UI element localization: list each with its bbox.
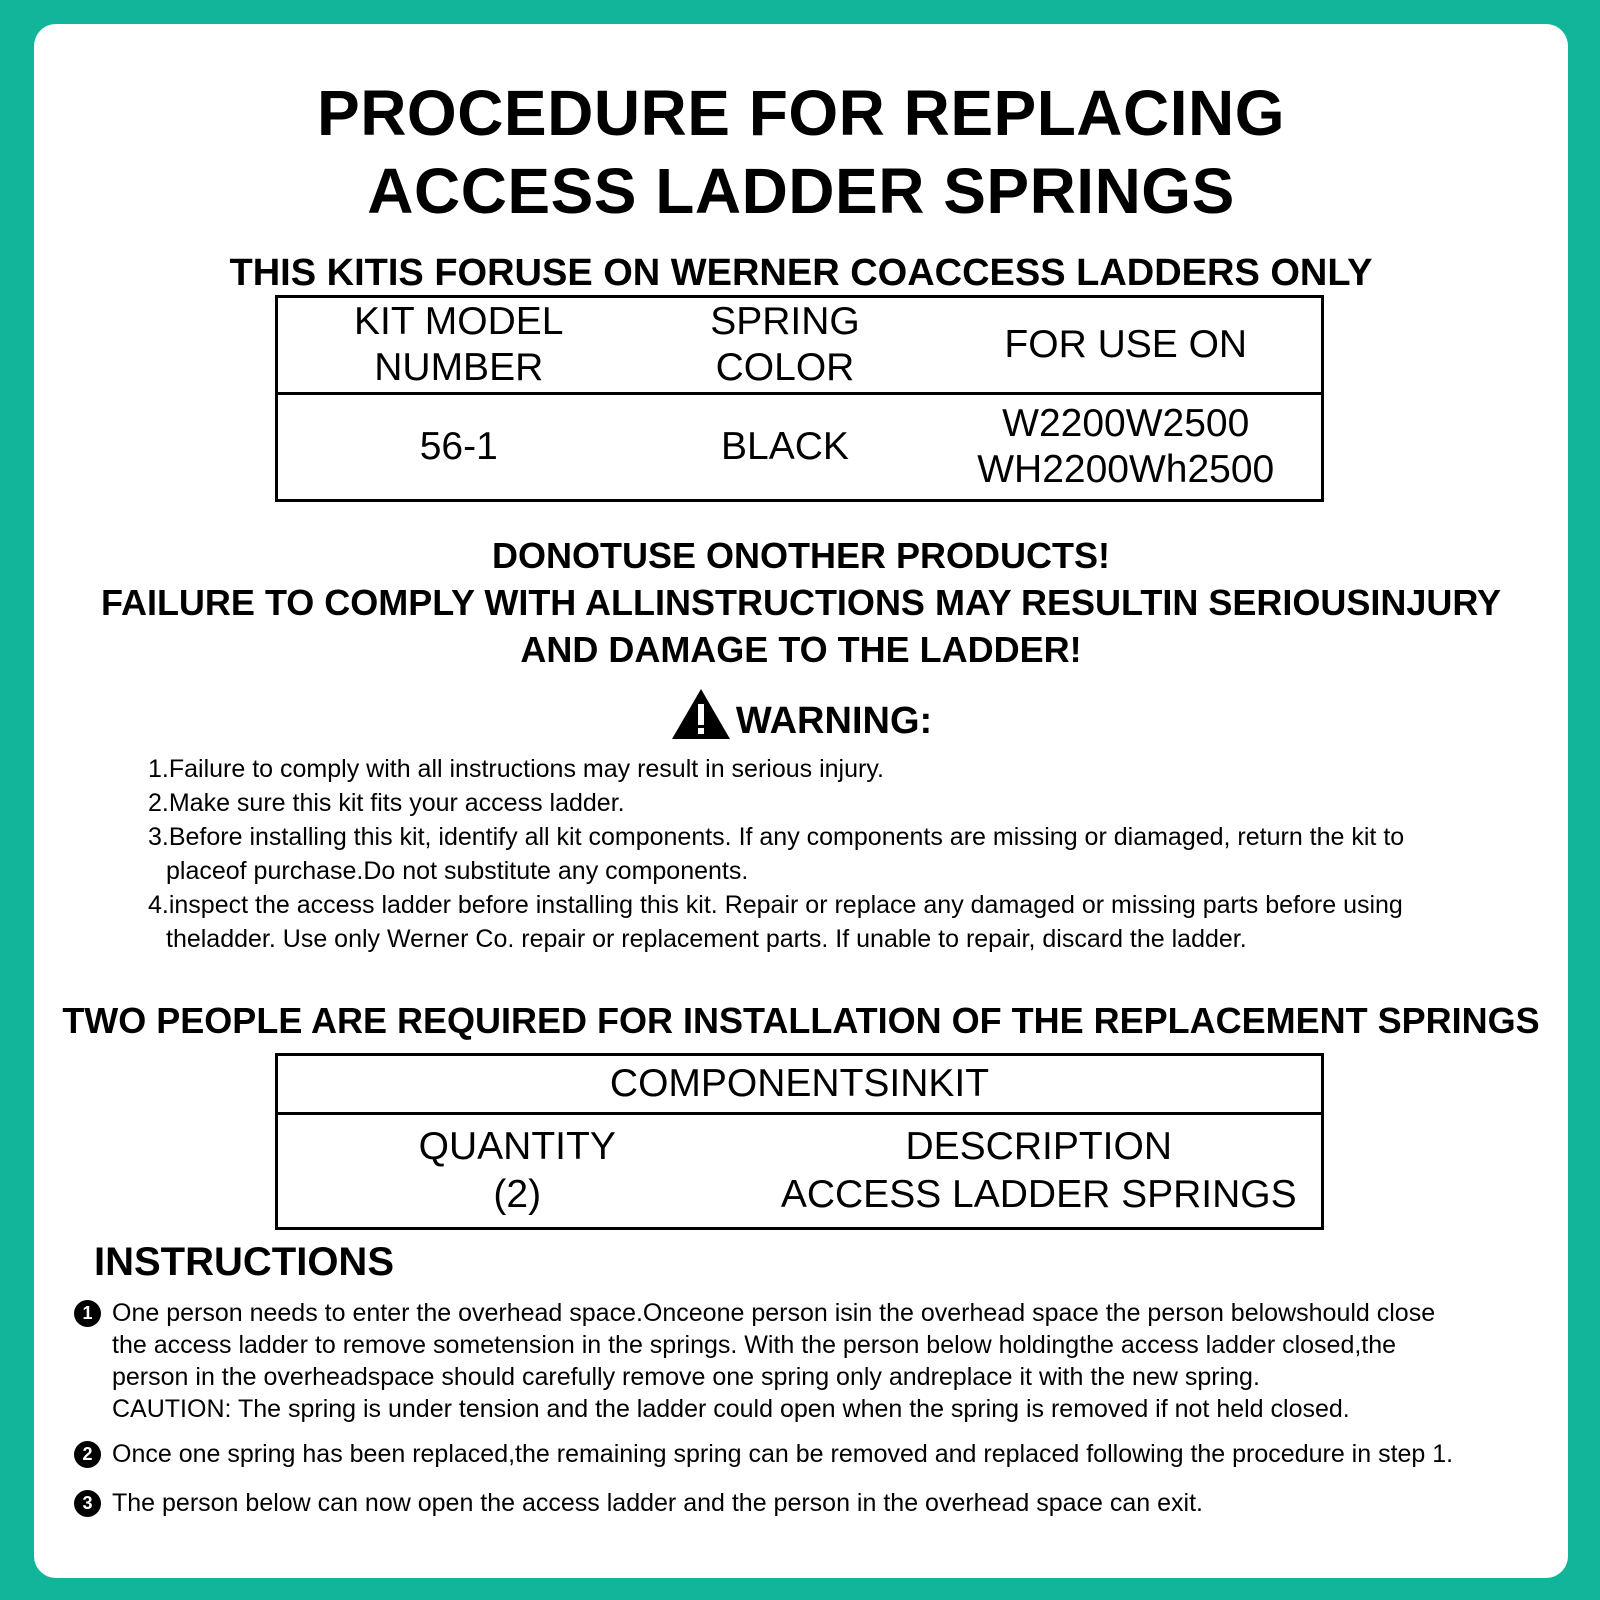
instructions-heading: INSTRUCTIONS <box>94 1240 394 1284</box>
instruction-card <box>34 24 1568 1578</box>
caution-line-2: FAILURE TO COMPLY WITH ALLINSTRUCTIONS MAY RESULTIN SERIOUSINJURY <box>100 582 1502 623</box>
warning-heading <box>34 687 1568 749</box>
instruction-step-1 <box>74 1297 1544 1425</box>
warning-item: 3.Before installing this kit, identify all kit components. If any components are missing or diamaged, return the kit to placeof purchase.Do not substitute any components. <box>148 823 1405 885</box>
spring-color-header-line-1: SPRING <box>710 300 860 343</box>
step-text: Once one spring has been replaced,the remaining spring can be removed and replaced following the procedure in step 1. <box>112 1440 1454 1468</box>
step-text <box>112 1297 1544 1425</box>
description-value: ACCESS LADDER SPRINGS <box>780 1173 1297 1216</box>
warning-item: 1.Failure to comply with all instructions may result in serious injury. <box>148 755 884 783</box>
description-cell <box>757 1114 1323 1229</box>
for-use-on-line-1: W2200W2500 <box>1002 402 1250 445</box>
quantity-cell <box>277 1114 757 1229</box>
warning-item: 2.Make sure this kit fits your access ladder. <box>148 789 625 817</box>
kit-model-header-line-1: KIT MODEL <box>354 300 564 343</box>
quantity-value: (2) <box>493 1173 542 1216</box>
kit-table-row <box>277 394 1323 501</box>
caution-statement <box>34 532 1568 673</box>
kit-model-header-line-2: NUMBER <box>374 346 544 389</box>
warning-heading-text: WARNING: <box>735 700 933 742</box>
warning-list <box>148 752 1488 956</box>
warning-item: 4.inspect the access ladder before installing this kit. Repair or replace any damaged or missing parts before using theladder. Use only Werner Co. repair or replacement parts. If unable to repair, discard the ladder. <box>148 891 1403 953</box>
caution-line-1: DONOTUSE ONOTHER PRODUCTS! <box>491 535 1110 576</box>
for-use-on-value <box>931 394 1323 501</box>
components-row <box>277 1114 1323 1229</box>
spring-color-value: BLACK <box>640 394 931 501</box>
step-line: CAUTION: The spring is under tension and the ladder could open when the spring is removed if not held closed. <box>112 1395 1350 1423</box>
title-line-2: ACCESS LADDER SPRINGS <box>367 155 1235 227</box>
quantity-label: QUANTITY <box>418 1125 616 1168</box>
spring-color-header <box>640 297 931 394</box>
step-line: One person needs to enter the overhead space.Onceone person isin the overhead space the person belowshould close <box>112 1299 1436 1327</box>
step-line: the access ladder to remove sometension in the springs. With the person below holdingthe access ladder closed,the <box>112 1331 1397 1359</box>
description-label: DESCRIPTION <box>905 1125 1173 1168</box>
title-line-1: PROCEDURE FOR REPLACING <box>317 77 1285 149</box>
step-number-badge: 3 <box>74 1490 101 1517</box>
kit-model-header <box>277 297 640 394</box>
kit-model-table <box>275 295 1324 502</box>
for-use-on-header: FOR USE ON <box>931 297 1323 394</box>
caution-line-3: AND DAMAGE TO THE LADDER! <box>520 629 1082 670</box>
kit-compatibility-subtitle: THIS KITIS FORUSE ON WERNER COACCESS LADDERS ONLY <box>229 252 1373 294</box>
components-heading-row <box>277 1055 1323 1114</box>
page-title <box>34 74 1568 230</box>
warning-triangle-icon <box>670 687 732 741</box>
kit-table-header-row <box>277 297 1323 394</box>
kit-model-value: 56-1 <box>277 394 640 501</box>
for-use-on-line-2: WH2200Wh2500 <box>977 448 1275 491</box>
step-number-badge: 2 <box>74 1441 101 1468</box>
two-people-notice: TWO PEOPLE ARE REQUIRED FOR INSTALLATION OF THE REPLACEMENT SPRINGS <box>62 1000 1540 1041</box>
spring-color-header-line-2: COLOR <box>715 346 855 389</box>
step-line: person in the overheadspace should carefully remove one spring only andreplace it with the new spring. <box>112 1363 1260 1391</box>
instruction-step-2 <box>74 1438 1544 1470</box>
step-number-badge: 1 <box>74 1300 101 1327</box>
instruction-step-3 <box>74 1487 1544 1519</box>
step-text: The person below can now open the access ladder and the person in the overhead space can exit. <box>112 1489 1203 1517</box>
components-heading: COMPONENTSINKIT <box>277 1055 1323 1114</box>
components-table <box>275 1053 1324 1230</box>
